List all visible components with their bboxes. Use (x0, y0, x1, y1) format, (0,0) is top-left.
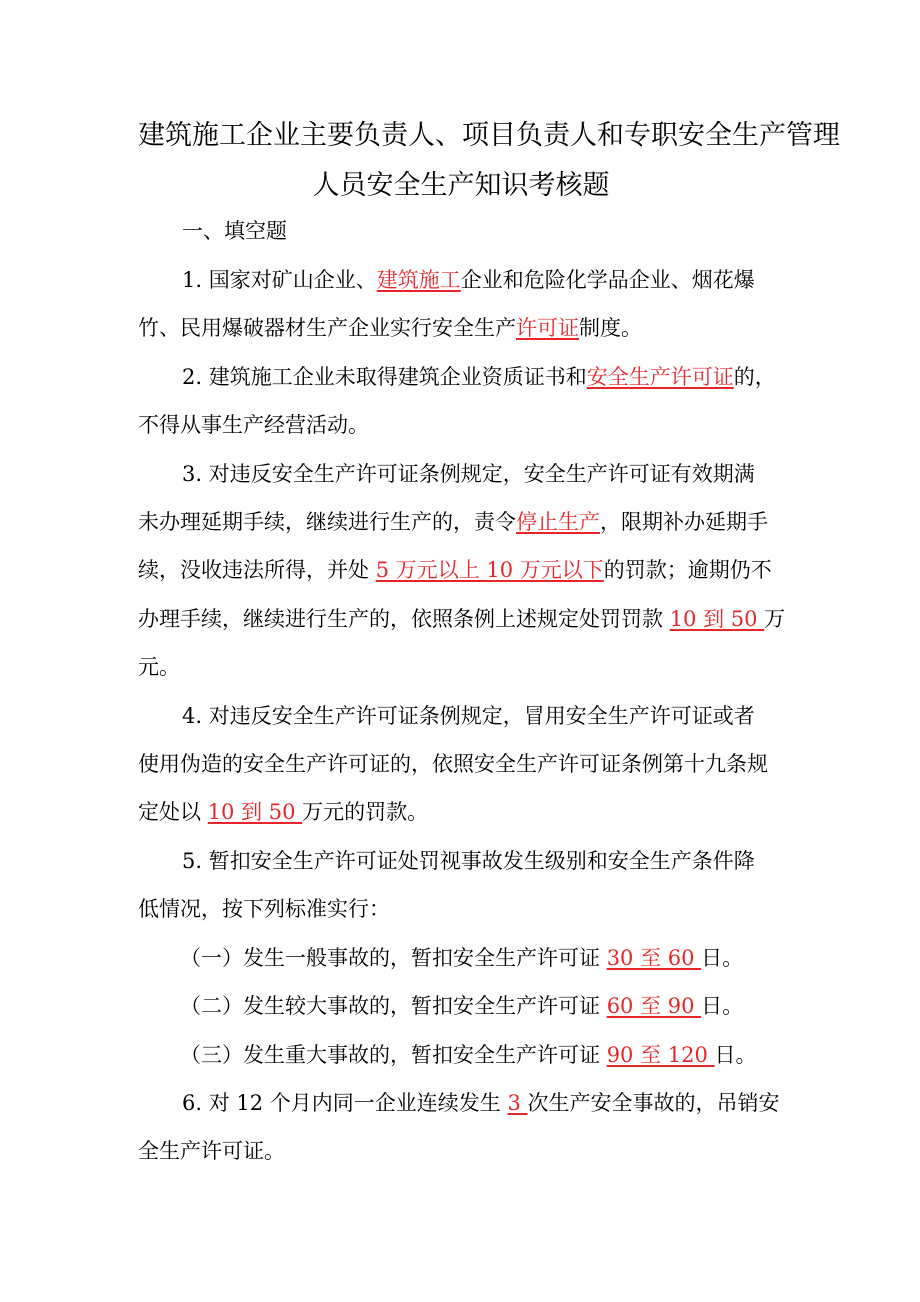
q2-text-b: 的， (733, 365, 776, 389)
q1-line-2 (138, 312, 642, 344)
q3-text-4a: 办理手续，继续进行生产的，依照条例上述规定处罚罚款 (138, 607, 670, 631)
q5-item-1-text-b: 日。 (701, 946, 744, 970)
q6-line-1 (182, 1087, 780, 1119)
q5-item-2-text-b: 日。 (701, 994, 744, 1018)
q5-item-3-text-a: （三）发生重大事故的，暂扣安全生产许可证 (180, 1043, 607, 1067)
q2-text-a: 2. 建筑施工企业未取得建筑企业资质证书和 (182, 365, 587, 389)
q5-item-1 (180, 942, 743, 974)
q5-item-3-text-b: 日。 (714, 1043, 757, 1067)
q6-text-1a: 6. 对 12 个月内同一企业连续发生 (182, 1091, 508, 1115)
q5-item-1-text-a: （一）发生一般事故的，暂扣安全生产许可证 (180, 946, 607, 970)
q5-line-1: 5. 暂扣安全生产许可证处罚视事故发生级别和安全生产条件降 (182, 849, 755, 873)
document-title-line-1: 建筑施工企业主要负责人、项目负责人和专职安全生产管理 (138, 120, 840, 151)
q4-line-1: 4. 对违反安全生产许可证条例规定，冒用安全生产许可证或者 (182, 704, 755, 728)
q5-item-3 (180, 1039, 757, 1071)
q6-text-1b: 次生产安全事故的，吊销安 (527, 1091, 780, 1115)
q4-text-3b: 万元的罚款。 (302, 800, 429, 824)
q3-line-2 (138, 506, 768, 538)
q1-text-d: 制度。 (579, 316, 642, 340)
q3-line-1: 3. 对违反安全生产许可证条例规定，安全生产许可证有效期满 (182, 462, 755, 486)
q3-line-4 (138, 603, 785, 635)
q3-text-4b: 万 (764, 607, 786, 631)
q5-item-3-answer: 90 至 120 (606, 1043, 715, 1067)
q4-answer-1: 10 到 50 (207, 800, 303, 824)
q3-text-3b: 的罚款；逾期仍不 (603, 558, 772, 582)
q1-answer-1: 建筑施工 (376, 268, 461, 292)
q4-line-2: 使用伪造的安全生产许可证的，依照安全生产许可证条例第十九条规 (138, 752, 768, 776)
q5-item-2-answer: 60 至 90 (606, 994, 702, 1018)
q4-line-3 (138, 796, 428, 828)
q3-line-5: 元。 (138, 655, 180, 679)
q3-line-3 (138, 554, 772, 586)
q3-text-2a: 未办理延期手续，继续进行生产的，责令 (138, 510, 516, 534)
q5-item-2-text-a: （二）发生较大事故的，暂扣安全生产许可证 (180, 994, 607, 1018)
q3-answer-3: 10 到 50 (669, 607, 765, 631)
q3-answer-1: 停止生产 (516, 510, 600, 534)
q4-text-3a: 定处以 (138, 800, 208, 824)
q1-text-b: 企业和危险化学品企业、烟花爆 (460, 268, 755, 292)
q6-answer-1: 3 (507, 1091, 528, 1115)
q1-text-c: 竹、民用爆破器材生产企业实行安全生产 (138, 316, 516, 340)
q1-answer-2: 许可证 (516, 316, 579, 340)
q2-line-1 (182, 361, 776, 393)
document-title-line-2: 人员安全生产知识考核题 (312, 170, 610, 201)
q1-text-a: 1. 国家对矿山企业、 (182, 268, 377, 292)
section-heading: 一、填空题 (182, 219, 287, 243)
q5-item-1-answer: 30 至 60 (606, 946, 702, 970)
q1-line-1 (182, 264, 755, 296)
q3-text-2b: ，限期补办延期手 (600, 510, 768, 534)
q6-line-2: 全生产许可证。 (138, 1139, 285, 1163)
q3-answer-2: 5 万元以上 10 万元以下 (375, 558, 604, 582)
q2-answer-1: 安全生产许可证 (586, 365, 734, 389)
q5-item-2 (180, 990, 743, 1022)
q3-text-3a: 续，没收违法所得，并处 (138, 558, 376, 582)
q2-line-2: 不得从事生产经营活动。 (138, 413, 369, 437)
q5-line-2: 低情况，按下列标准实行： (138, 897, 390, 921)
